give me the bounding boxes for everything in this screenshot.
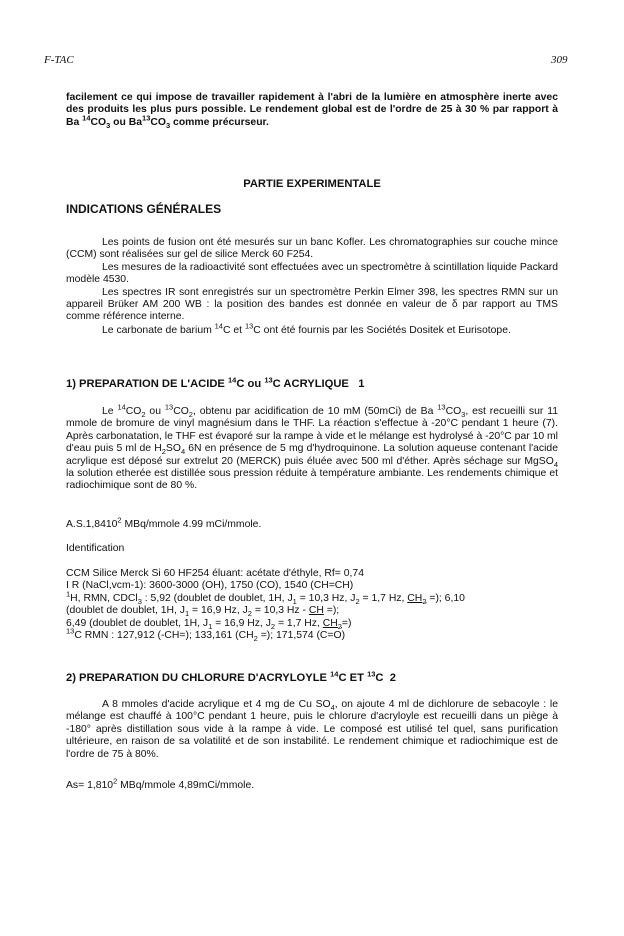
cnmr-line — [66, 626, 558, 644]
isotope-superscript: 14 — [82, 113, 91, 123]
section-title: PARTIE EXPERIMENTALE — [243, 178, 381, 190]
subscript: 1 — [208, 621, 213, 631]
underlined-group — [407, 593, 426, 604]
text: CO — [125, 406, 142, 417]
subscript: 2 — [188, 410, 193, 420]
text: C et — [222, 324, 245, 336]
text: A.S.1,8410 — [66, 519, 118, 530]
isotope-superscript: 14 — [228, 375, 237, 385]
intro-text: comme précurseur. — [170, 116, 269, 128]
text: MBq/mmole 4,89mCi/mmole. — [117, 780, 255, 791]
text: C RMN : 127,912 (-CH=); 133,161 (CH — [74, 630, 254, 642]
subscript: 3 — [165, 120, 171, 130]
superscript: 2 — [113, 776, 118, 786]
text: SO — [165, 443, 181, 455]
superscript: 13 — [66, 626, 75, 636]
paragraph — [66, 321, 558, 337]
isotope-superscript: 14 — [214, 321, 223, 331]
text: As= 1,810 — [66, 780, 114, 791]
identification-data — [66, 568, 558, 642]
isotope-superscript: 13 — [367, 669, 376, 679]
heading-text: C ACRYLIQUE 1 — [272, 378, 365, 390]
subscript: 2 — [253, 634, 258, 644]
text: C ont été fournis par les Sociétés Dositek et Eurisotope. — [253, 324, 511, 336]
isotope-superscript: 14 — [117, 402, 126, 412]
section-2-paragraph — [66, 699, 558, 761]
isotope-superscript: 13 — [164, 402, 174, 412]
text: , est recueilli sur 11 mmole de bromure de vinyl magnésium dans le THF. La réaction s'effectue à -20°C pendant 1 heure (7). Après carbonatation, le THF est évaporé sur la rampe à vide et le mélange est hydrolysé à -20°C par 10 ml d'eau puis 5 ml de H — [66, 406, 558, 455]
subscript: 4 — [330, 703, 335, 713]
subscript: 4 — [180, 447, 186, 457]
text: Le carbonate de barium — [102, 324, 215, 336]
text: CH — [407, 592, 423, 604]
intro-text: CO — [90, 116, 107, 128]
heading-text: C ou — [236, 378, 265, 390]
section-2-heading — [66, 669, 396, 684]
text: =); — [323, 605, 340, 617]
text: : 5,92 (doublet de doublet, 1H, J — [141, 592, 293, 604]
text: CH — [322, 617, 338, 629]
page-number: 309 — [551, 54, 568, 66]
text: CO — [173, 406, 189, 417]
text: la solution etherée est distillée sous pression réduite à température ambiante. Les rendements chimique et radiochimique sont de 80 %. — [66, 468, 558, 492]
heading-text: C ET — [338, 672, 368, 684]
subscript: 2 — [247, 609, 252, 619]
hnmr-line — [66, 589, 558, 606]
paragraph: Les points de fusion ont été mesurés sur un banc Kofler. Les chromatographies sur couche mince (CCM) sont réalisées sur gel de silice Merck 60 F254. — [66, 237, 558, 261]
subscript: 2 — [355, 596, 360, 606]
text: (doublet de doublet, 1H, J — [66, 605, 185, 617]
text: = 16,9 Hz, J — [212, 617, 271, 629]
specific-activity-1 — [66, 515, 558, 531]
general-indications-heading: INDICATIONS GÉNÉRALES — [66, 202, 222, 216]
heading-text: C 2 — [375, 672, 396, 684]
isotope-superscript: 13 — [264, 375, 273, 385]
text: = 1,7 Hz, — [359, 592, 408, 604]
superscript: 1 — [66, 589, 71, 599]
hnmr-line — [66, 618, 558, 630]
isotope-superscript: 13 — [142, 113, 151, 123]
text: CO — [445, 406, 462, 417]
text: H, RMN, CDCl — [70, 592, 138, 604]
text: Le — [102, 406, 118, 417]
text: =); 171,574 (C=O) — [257, 630, 346, 642]
subscript: 3 — [106, 120, 111, 130]
underlined-group — [323, 618, 342, 629]
ir-line: I R (NaCl,vcm-1): 3600-3000 (OH), 1750 (CO), 1540 (CH=CH) — [66, 580, 354, 592]
isotope-superscript: 13 — [244, 321, 254, 331]
hnmr-line — [66, 605, 558, 617]
text: , on ajoute 4 ml de dichlorure de sebacoyle : le mélange est chauffé à 100°C pendant 1 heure, puis le chlorure d'acryloyle est recueilli dans un piège à -180° après distillation sous vide à la rampe à vide. Le composé est utilisé tel quel, sans purification ultérieure, en raison de sa volatilité et de son instabilité. Le rendement chimique et radiochimique est de l'ordre de 75 à 80%. — [66, 699, 558, 760]
text: MBq/mmole 4.99 mCi/mmole. — [121, 519, 262, 530]
text: ou — [145, 406, 165, 417]
subscript: 2 — [141, 410, 146, 420]
text: A 8 mmoles d'acide acrylique et 4 mg de Cu SO — [102, 699, 331, 710]
subscript: 2 — [422, 596, 427, 606]
underlined-group: CH — [308, 605, 324, 617]
intro-text: facilement ce qui impose de travailler rapidement à l'abri de la lumière en atmosphère inerte avec des produits les plus purs possible. Le rendement global est de l'ordre de 25 à 30 % par rapport à Ba — [66, 92, 558, 128]
subscript: 4 — [553, 459, 558, 469]
text: , obtenu par acidification de 10 mM (50mCi) de Ba — [192, 406, 438, 417]
subscript: 3 — [137, 596, 142, 606]
tlc-line: CCM Silice Merck Si 60 HF254 éluant: acétate d'éthyle, Rf= 0,74 — [66, 568, 364, 579]
subscript: 1 — [185, 609, 190, 619]
specific-activity-2 — [66, 776, 558, 792]
heading-text: 2) PREPARATION DU CHLORURE D'ACRYLOYLE — [66, 672, 331, 684]
superscript: 2 — [117, 515, 122, 525]
section-1-paragraph — [66, 402, 558, 493]
text: = 10,3 Hz, J — [296, 592, 356, 604]
subscript: 1 — [292, 596, 297, 606]
heading-text: 1) PREPARATION DE L'ACIDE — [66, 378, 228, 390]
general-indications-body — [66, 237, 558, 337]
paragraph: Les mesures de la radioactivité sont effectuées avec un spectromètre à scintillation liquide Packard modèle 4530. — [66, 261, 558, 286]
subscript: 2 — [270, 621, 276, 631]
text: = 10,3 Hz - — [251, 605, 309, 617]
text: =) — [341, 617, 352, 629]
text: = 16,9 Hz, J — [189, 605, 248, 617]
text: 6,49 (doublet de doublet, 1H, J — [66, 617, 209, 629]
subscript: 2 — [161, 447, 166, 457]
subscript: 2 — [337, 621, 342, 631]
identification-heading: Identification — [66, 543, 125, 554]
intro-text: ou Ba — [110, 116, 143, 128]
intro-paragraph — [66, 92, 558, 129]
paragraph: Les spectres IR sont enregistrés sur un spectromètre Perkin Elmer 398, les spectres RMN sur un appareil Brüker AM 200 WB : la position des bandes est donnée en valeur de δ par rapport au TMS comme référence interne. — [66, 286, 558, 323]
text: 6N en présence de 5 mg d'hydroquinone. La solution aqueuse contenant l'acide acrylique est déposé sur extrelut 20 (MERCK) puis éluée avec 500 ml d'éther. Après séchage sur MgSO — [66, 443, 558, 467]
running-header-journal: F-TAC — [44, 54, 74, 66]
text: =); 6,10 — [426, 592, 465, 604]
subscript: 3 — [461, 410, 466, 420]
text: = 1,7 Hz, — [275, 617, 323, 629]
intro-text: CO — [150, 116, 166, 128]
isotope-superscript: 14 — [330, 669, 339, 679]
isotope-superscript: 13 — [437, 402, 446, 412]
section-1-heading — [66, 375, 365, 390]
